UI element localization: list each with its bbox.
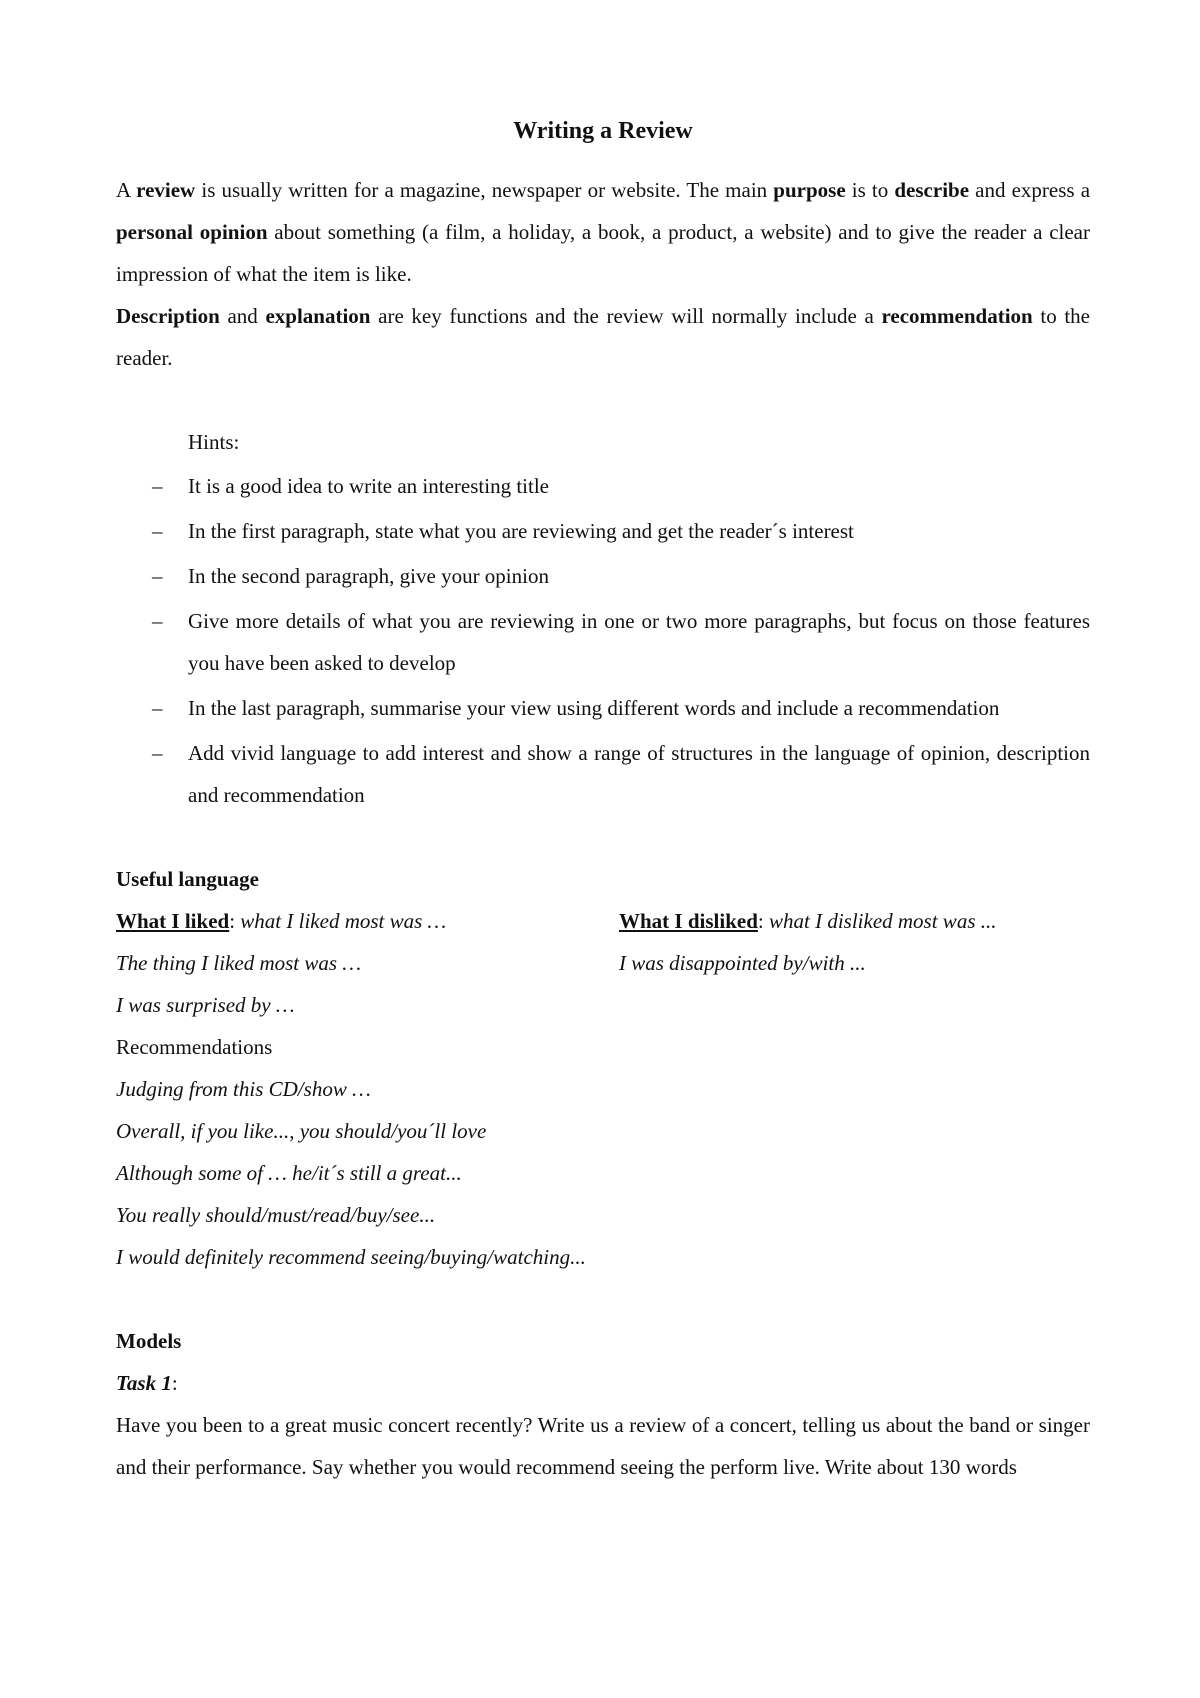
intro-text: is to: [845, 178, 895, 202]
hint-item: [116, 510, 1090, 552]
task-label-line: [116, 1362, 1090, 1404]
hint-text: It is a good idea to write an interesting title: [188, 474, 549, 498]
dash-bullet: –: [152, 609, 163, 633]
liked-label: What I liked: [116, 909, 230, 933]
intro-text: are key functions and the review will normally include a: [370, 304, 882, 328]
keyword-personal-opinion: personal opinion: [116, 220, 268, 244]
disliked-phrase: what I disliked most was ...: [768, 909, 997, 933]
dash-bullet: –: [152, 741, 163, 765]
liked-phrase: The thing I liked most was …: [116, 951, 361, 975]
recommendation-phrase: I would definitely recommend seeing/buying/watching...: [116, 1245, 586, 1269]
liked-phrase: what I liked most was …: [240, 909, 447, 933]
separator: :: [757, 909, 769, 933]
liked-first-line: [116, 900, 619, 942]
disliked-first-line: [619, 900, 1089, 942]
keyword-explanation: explanation: [265, 304, 371, 328]
hints-list: [116, 465, 1090, 816]
keyword-purpose: purpose: [773, 178, 846, 202]
page-title: Writing a Review: [513, 118, 693, 144]
hint-text: In the second paragraph, give your opinion: [188, 564, 549, 588]
hint-item: [116, 555, 1090, 597]
disliked-column: [619, 900, 1089, 1026]
keyword-description: Description: [116, 304, 220, 328]
hint-item: [116, 687, 1090, 729]
separator: :: [229, 909, 241, 933]
hint-item: [116, 465, 1090, 507]
separator: :: [171, 1371, 178, 1395]
task-label: Task 1: [116, 1371, 172, 1395]
recommendation-phrase: Although some of … he/it´s still a great...: [116, 1161, 462, 1185]
intro-text: is usually written for a magazine, newspaper or website. The main: [195, 178, 774, 202]
hint-text: In the last paragraph, summarise your view using different words and include a recommendation: [188, 696, 1000, 720]
hint-item: [116, 732, 1090, 816]
intro-text: and: [219, 304, 266, 328]
recommendation-phrase: You really should/must/read/buy/see...: [116, 1203, 436, 1227]
dash-bullet: –: [152, 519, 163, 543]
useful-language-heading: Useful language: [116, 867, 259, 891]
dash-bullet: –: [152, 564, 163, 588]
disliked-phrase: I was disappointed by/with ...: [619, 951, 866, 975]
recommendation-phrase: Judging from this CD/show …: [116, 1077, 371, 1101]
keyword-describe: describe: [894, 178, 970, 202]
intro-paragraph-2: [116, 295, 1090, 379]
hints-label: Hints:: [188, 430, 240, 454]
intro-text: to the reader.: [116, 304, 1091, 370]
intro-text: about something (a film, a holiday, a book, a product, a website) and to give the reader a clear impression of what the item is like.: [116, 220, 1091, 286]
intro-text: A: [116, 178, 137, 202]
disliked-label: What I disliked: [619, 909, 758, 933]
recommendation-phrase: Overall, if you like..., you should/you´ll love: [116, 1119, 487, 1143]
intro-text: and express a: [969, 178, 1091, 202]
liked-phrase: I was surprised by …: [116, 993, 295, 1017]
task-text: Have you been to a great music concert recently? Write us a review of a concert, telling us about the band or singer and their performance. Say whether you would recommend seeing the perform live. Write about 130 words: [116, 1413, 1090, 1479]
keyword-review: review: [136, 178, 196, 202]
dash-bullet: –: [152, 696, 163, 720]
useful-language-columns: [116, 900, 1090, 1026]
hint-text: Add vivid language to add interest and show a range of structures in the language of opinion, description and recommendation: [188, 741, 1090, 807]
keyword-recommendation: recommendation: [881, 304, 1033, 328]
hint-text: In the first paragraph, state what you are reviewing and get the reader´s interest: [188, 519, 854, 543]
dash-bullet: –: [152, 474, 163, 498]
hint-text: Give more details of what you are reviewing in one or two more paragraphs, but focus on those features you have been asked to develop: [188, 609, 1090, 675]
hint-item: [116, 600, 1090, 684]
models-heading: Models: [116, 1329, 182, 1353]
liked-column: [116, 900, 619, 1026]
intro-paragraph-1: [116, 169, 1090, 295]
recommendations-label: Recommendations: [116, 1035, 273, 1059]
